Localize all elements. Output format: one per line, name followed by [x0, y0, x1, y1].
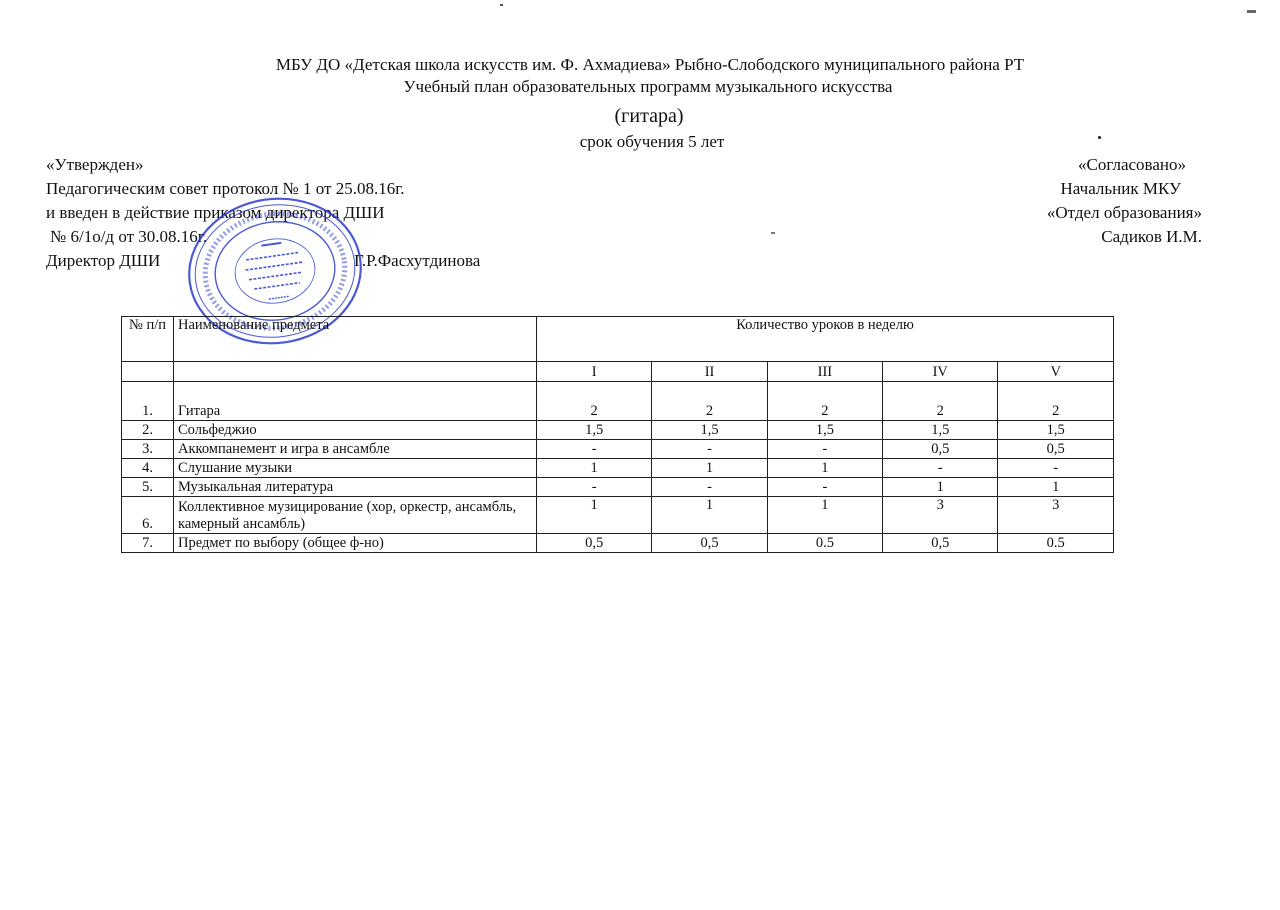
row-lessons-grade-3: 1	[767, 459, 882, 478]
row-subject: Предмет по выбору (общее ф-но)	[174, 534, 537, 553]
row-lessons-grade-2: 1,5	[652, 421, 767, 440]
row-number: 2.	[122, 421, 174, 440]
row-lessons-grade-1: 1,5	[537, 421, 652, 440]
row-lessons-grade-5: 2	[998, 382, 1114, 421]
row-lessons-grade-3: -	[767, 440, 882, 459]
row-subject: Аккомпанемент и игра в ансамбле	[174, 440, 537, 459]
table-row	[122, 421, 1114, 440]
grade-label: II	[652, 362, 767, 382]
approval-order-number: № 6/1о/д от 30.08.16г.	[50, 227, 208, 246]
row-lessons-grade-1: 2	[537, 382, 652, 421]
row-lessons-grade-3: 1,5	[767, 421, 882, 440]
grades-row	[122, 362, 1114, 382]
row-subject: Музыкальная литература	[174, 478, 537, 497]
grades-row-empty	[174, 362, 537, 382]
grade-label: IV	[883, 362, 998, 382]
row-lessons-grade-1: -	[537, 440, 652, 459]
table-row	[122, 382, 1114, 421]
grade-label: I	[537, 362, 652, 382]
grade-label: III	[767, 362, 882, 382]
row-number: 3.	[122, 440, 174, 459]
row-lessons-grade-5: 1,5	[998, 421, 1114, 440]
row-subject: Сольфеджио	[174, 421, 537, 440]
table-row	[122, 497, 1114, 534]
row-number: 4.	[122, 459, 174, 478]
row-subject: Гитара	[174, 382, 537, 421]
table-row	[122, 534, 1114, 553]
row-lessons-grade-3: 0.5	[767, 534, 882, 553]
approval-signer: Г.Р.Фасхутдинова	[354, 251, 481, 270]
row-lessons-grade-3: 1	[767, 497, 882, 534]
row-lessons-grade-5: 0,5	[998, 440, 1114, 459]
school-name: МБУ ДО «Детская школа искусств им. Ф. Ахмадиева» Рыбно-Слободского муниципального района РТ	[275, 55, 1025, 74]
plan-title: Учебный план образовательных программ музыкального искусства	[403, 77, 893, 96]
row-lessons-grade-1: 1	[537, 459, 652, 478]
table-row	[122, 478, 1114, 497]
row-lessons-grade-1: -	[537, 478, 652, 497]
instrument-title: (гитара)	[614, 105, 684, 127]
row-lessons-grade-3: 2	[767, 382, 882, 421]
scan-speck	[1247, 10, 1256, 13]
scan-speck	[500, 4, 503, 6]
agreement-position: Начальник МКУ	[1060, 179, 1181, 198]
row-lessons-grade-4: 1	[883, 478, 998, 497]
grade-label: V	[998, 362, 1114, 382]
approval-heading: «Утвержден»	[46, 155, 144, 174]
approval-protocol: Педагогическим совет протокол № 1 от 25.08.16г.	[46, 179, 405, 198]
row-lessons-grade-2: 0,5	[652, 534, 767, 553]
row-lessons-grade-5: -	[998, 459, 1114, 478]
agreement-signer: Садиков И.М.	[1101, 227, 1202, 246]
row-lessons-grade-4: 2	[883, 382, 998, 421]
scan-speck	[771, 232, 775, 234]
agreement-heading: «Согласовано»	[1078, 155, 1186, 174]
row-lessons-grade-3: -	[767, 478, 882, 497]
row-number: 5.	[122, 478, 174, 497]
row-number: 7.	[122, 534, 174, 553]
row-lessons-grade-5: 0.5	[998, 534, 1114, 553]
header-number: № п/п	[122, 317, 174, 362]
row-number: 6.	[122, 497, 174, 534]
row-lessons-grade-4: 0,5	[883, 440, 998, 459]
grades-row-empty	[122, 362, 174, 382]
row-lessons-grade-4: -	[883, 459, 998, 478]
row-lessons-grade-2: -	[652, 440, 767, 459]
row-subject: Коллективное музицирование (хор, оркестр, ансамбль, камерный ансамбль)	[174, 497, 537, 534]
row-lessons-grade-4: 0,5	[883, 534, 998, 553]
scan-dot	[1098, 136, 1101, 139]
row-lessons-grade-2: 2	[652, 382, 767, 421]
row-lessons-grade-4: 3	[883, 497, 998, 534]
row-lessons-grade-5: 1	[998, 478, 1114, 497]
study-duration: срок обучения 5 лет	[579, 132, 725, 151]
curriculum-table	[121, 316, 1114, 553]
row-lessons-grade-2: -	[652, 478, 767, 497]
row-lessons-grade-1: 0,5	[537, 534, 652, 553]
table-header-row	[122, 317, 1114, 362]
header-subject: Наименование предмета	[174, 317, 537, 362]
row-lessons-grade-5: 3	[998, 497, 1114, 534]
approval-director: Директор ДШИ	[46, 251, 161, 270]
approval-order: и введен в действие приказом директора ДШИ	[46, 203, 385, 222]
agreement-department: «Отдел образования»	[1046, 203, 1202, 222]
agreement-block	[1047, 153, 1202, 249]
row-lessons-grade-1: 1	[537, 497, 652, 534]
row-lessons-grade-4: 1,5	[883, 421, 998, 440]
table-row	[122, 440, 1114, 459]
header-lessons-per-week: Количество уроков в неделю	[537, 317, 1114, 362]
row-lessons-grade-2: 1	[652, 459, 767, 478]
table-row	[122, 459, 1114, 478]
row-subject: Слушание музыки	[174, 459, 537, 478]
row-number: 1.	[122, 382, 174, 421]
row-lessons-grade-2: 1	[652, 497, 767, 534]
